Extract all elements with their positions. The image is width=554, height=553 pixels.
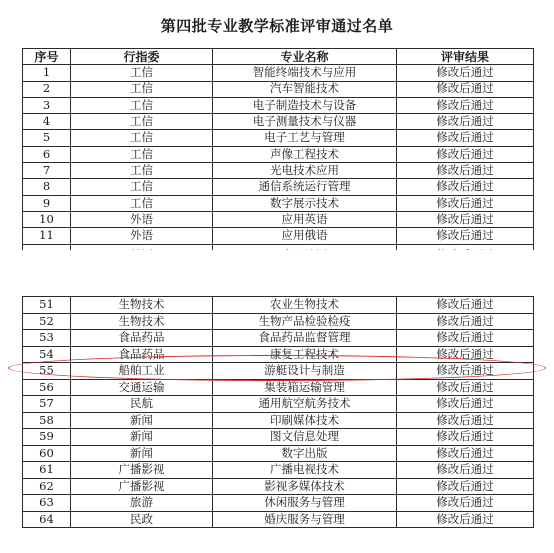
cell-number-text: 5 — [42, 130, 51, 145]
cell-committee-text: 旅游 — [130, 495, 153, 509]
table-row — [23, 330, 534, 347]
cell-number — [23, 211, 71, 227]
cell-result — [397, 495, 534, 512]
cell-number-text: 3 — [42, 97, 51, 112]
table-row — [23, 429, 534, 446]
cell-committee-text: 生物技术 — [118, 313, 165, 328]
cell-major — [213, 412, 397, 429]
cell-result-text: 修改后通过 — [436, 65, 494, 80]
cell-committee-text: 外语 — [130, 228, 153, 243]
results-table-bottom — [22, 296, 534, 528]
cell-major — [213, 130, 397, 146]
cell-result-text: 修改后通过 — [436, 346, 494, 361]
cell-number-text: 51 — [39, 297, 54, 311]
cell-result — [397, 363, 534, 380]
cell-major — [213, 511, 397, 528]
table-row — [23, 346, 534, 363]
table-row — [23, 363, 534, 380]
cell-committee-text: 工信 — [130, 114, 153, 129]
table-row — [23, 379, 534, 396]
cell-number-text: 57 — [39, 396, 54, 410]
cell-number — [23, 228, 71, 244]
table-row — [23, 130, 534, 146]
cell-number — [23, 429, 71, 446]
cell-committee — [71, 363, 213, 380]
cell-committee-text: 交通运输 — [118, 379, 165, 394]
table-row — [23, 146, 534, 162]
cell-committee — [71, 65, 213, 81]
cell-result — [397, 179, 534, 195]
cell-result-text: 修改后通过 — [436, 412, 494, 427]
cell-result — [397, 445, 534, 462]
cell-result-text: 修改后通过 — [436, 495, 494, 509]
cell-committee-text: 民航 — [130, 396, 153, 410]
cell-result — [397, 195, 534, 211]
cell-committee — [71, 146, 213, 162]
cell-number-text: 60 — [39, 445, 54, 460]
cell-major-text: 声像工程技术 — [270, 146, 339, 161]
table-row — [23, 313, 534, 330]
cell-committee — [71, 114, 213, 130]
cell-result-text: 修改后通过 — [436, 330, 494, 344]
cell-result — [397, 412, 534, 429]
cell-number-text: 2 — [42, 81, 51, 96]
cell-committee-text: 民政 — [130, 511, 153, 526]
cell-committee — [71, 445, 213, 462]
cell-committee — [71, 478, 213, 495]
cell-result — [397, 65, 534, 81]
cell-number — [23, 65, 71, 81]
cell-number — [23, 195, 71, 211]
cell-result — [397, 130, 534, 146]
table-row — [23, 445, 534, 462]
cell-committee-text: 生物技术 — [118, 297, 165, 311]
cell-result-text: 修改后通过 — [436, 146, 494, 161]
column-header-number: 序号 — [23, 49, 71, 65]
cell-committee — [71, 297, 213, 314]
cell-number-text: 9 — [42, 195, 51, 210]
cell-result-text: 修改后通过 — [436, 130, 494, 145]
cell-major-text: 应用俄语 — [281, 228, 328, 243]
cell-number-text: 6 — [42, 146, 51, 161]
cell-major-text: 光电技术应用 — [270, 162, 339, 177]
cell-number-text: 62 — [39, 478, 54, 493]
cell-major-text: 休闲服务与管理 — [264, 495, 345, 509]
cell-major — [213, 445, 397, 462]
cell-committee — [71, 330, 213, 347]
cell-result — [397, 478, 534, 495]
cell-number-text: 54 — [39, 346, 54, 361]
cell-number-text: 61 — [39, 462, 54, 476]
cell-result — [397, 379, 534, 396]
cell-major-text: 数字出版 — [281, 445, 328, 460]
cell-major-text: 电子制造技术与设备 — [252, 97, 357, 112]
cell-number — [23, 346, 71, 363]
cell-number — [23, 97, 71, 113]
cell-result-text: 修改后通过 — [436, 162, 494, 177]
cell-committee-text: 船舶工业 — [118, 363, 165, 377]
table-row — [23, 65, 534, 81]
cell-number-text: 4 — [42, 114, 51, 129]
cell-result-text: 修改后通过 — [436, 313, 494, 328]
cell-number — [23, 462, 71, 479]
cell-committee — [71, 412, 213, 429]
cell-result — [397, 146, 534, 162]
cell-committee-text: 新闻 — [130, 412, 153, 427]
cell-result-text: 修改后通过 — [436, 228, 494, 243]
cell-number-text: 8 — [42, 179, 51, 194]
cell-committee-text: 工信 — [130, 162, 153, 177]
table-row — [23, 511, 534, 528]
table-row — [23, 495, 534, 512]
cell-committee — [71, 81, 213, 97]
cell-committee-text: 工信 — [130, 179, 153, 194]
table-row — [23, 211, 534, 227]
cell-major-text: 集装箱运输管理 — [264, 379, 345, 394]
cell-number-text: 11 — [39, 228, 54, 243]
cell-committee-text: 工信 — [130, 146, 153, 161]
cell-number — [23, 379, 71, 396]
cell-major-text: 游艇设计与制造 — [264, 363, 345, 377]
cell-number-text: 59 — [39, 429, 54, 443]
cell-major-text: 智能终端技术与应用 — [252, 65, 357, 80]
cell-major — [213, 363, 397, 380]
cell-committee — [71, 462, 213, 479]
cell-number — [23, 511, 71, 528]
cell-result-text: 修改后通过 — [436, 179, 494, 194]
table-row — [23, 179, 534, 195]
cell-number — [23, 146, 71, 162]
cell-committee-text: 食品药品 — [118, 346, 165, 361]
cell-major — [213, 228, 397, 244]
cell-result-text: 修改后通过 — [436, 396, 494, 410]
cell-major-text: 汽车智能技术 — [270, 81, 339, 96]
cell-result — [397, 511, 534, 528]
cell-result — [397, 462, 534, 479]
cell-number — [23, 179, 71, 195]
cell-major-text: 电子测量技术与仪器 — [252, 114, 357, 129]
cell-major-text: 应用英语 — [281, 211, 328, 226]
cell-result — [397, 114, 534, 130]
table-row — [23, 114, 534, 130]
cell-major — [213, 478, 397, 495]
cell-major — [213, 211, 397, 227]
cell-result-text: 修改后通过 — [436, 81, 494, 96]
cell-major — [213, 429, 397, 446]
table-row — [23, 97, 534, 113]
cell-number — [23, 412, 71, 429]
cell-major-text: 影视多媒体技术 — [264, 478, 345, 493]
cell-result — [397, 313, 534, 330]
cell-major — [213, 114, 397, 130]
cell-committee — [71, 429, 213, 446]
table-row — [23, 412, 534, 429]
cell-number-text: 63 — [39, 495, 54, 509]
cell-major — [213, 313, 397, 330]
cell-committee — [71, 396, 213, 413]
cell-committee-text: 工信 — [130, 65, 153, 80]
cell-major-text: 生物产品检验检疫 — [258, 313, 351, 328]
cell-number — [23, 130, 71, 146]
column-header-result: 评审结果 — [397, 49, 534, 65]
cell-major-text: 广播电视技术 — [270, 462, 339, 476]
cell-number-text: 53 — [39, 330, 54, 344]
cell-major — [213, 346, 397, 363]
cell-number-text: 7 — [42, 162, 51, 177]
cell-major — [213, 495, 397, 512]
cell-number — [23, 81, 71, 97]
cell-major — [213, 146, 397, 162]
cell-committee-text: 工信 — [130, 130, 153, 145]
cell-committee-text: 工信 — [130, 195, 153, 210]
cell-number-text: 10 — [39, 211, 54, 226]
table-row — [23, 163, 534, 179]
cell-result — [397, 330, 534, 347]
cell-committee — [71, 228, 213, 244]
cell-number — [23, 313, 71, 330]
cell-major-text: 康复工程技术 — [270, 346, 339, 361]
cell-number-text: 56 — [39, 379, 54, 394]
cell-major — [213, 81, 397, 97]
cell-number — [23, 363, 71, 380]
cell-number — [23, 445, 71, 462]
cell-result-text: 修改后通过 — [436, 114, 494, 129]
cell-result — [397, 81, 534, 97]
cell-number-text: 1 — [42, 65, 51, 80]
table-row — [23, 478, 534, 495]
cell-result — [397, 97, 534, 113]
table-header-row — [23, 49, 534, 65]
column-header-committee: 行指委 — [71, 49, 213, 65]
cell-result-text: 修改后通过 — [436, 429, 494, 443]
cell-committee — [71, 97, 213, 113]
cell-result-text: 修改后通过 — [436, 195, 494, 210]
column-header-major: 专业名称 — [213, 49, 397, 65]
cell-result-text: 修改后通过 — [436, 478, 494, 493]
cell-major-text: 通用航空航务技术 — [258, 396, 351, 410]
cell-committee — [71, 511, 213, 528]
cell-committee-text: 广播影视 — [118, 462, 165, 476]
cell-result — [397, 228, 534, 244]
cell-major — [213, 379, 397, 396]
cell-major — [213, 163, 397, 179]
cell-result-text: 修改后通过 — [436, 363, 494, 377]
table-row — [23, 228, 534, 244]
cell-result — [397, 211, 534, 227]
cell-committee-text: 工信 — [130, 81, 153, 96]
cell-committee — [71, 163, 213, 179]
cell-result-text: 修改后通过 — [436, 97, 494, 112]
cell-number-text: 55 — [39, 363, 54, 377]
cell-committee — [71, 379, 213, 396]
cell-major — [213, 195, 397, 211]
cell-committee — [71, 179, 213, 195]
cell-result-text: 修改后通过 — [436, 297, 494, 311]
cell-major-text: 电子工艺与管理 — [264, 130, 345, 145]
cell-result-text: 修改后通过 — [436, 379, 494, 394]
results-table-top — [22, 48, 534, 260]
cell-committee-text: 广播影视 — [118, 478, 165, 493]
cell-number — [23, 114, 71, 130]
table-row — [23, 462, 534, 479]
cell-committee — [71, 495, 213, 512]
cell-major — [213, 462, 397, 479]
cell-number-text: 64 — [39, 511, 54, 526]
cell-major-text: 图文信息处理 — [270, 429, 339, 443]
cell-committee — [71, 130, 213, 146]
cell-result — [397, 297, 534, 314]
cell-committee-text: 食品药品 — [118, 330, 165, 344]
cell-major-text: 婚庆服务与管理 — [264, 511, 345, 526]
cell-number-text: 58 — [39, 412, 54, 427]
cell-major-text: 通信系统运行管理 — [258, 179, 351, 194]
cell-major-text: 数字展示技术 — [270, 195, 339, 210]
cell-major — [213, 330, 397, 347]
cell-result-text: 修改后通过 — [436, 511, 494, 526]
cell-committee-text: 外语 — [130, 211, 153, 226]
cell-number — [23, 495, 71, 512]
cell-committee-text: 工信 — [130, 97, 153, 112]
cell-major — [213, 396, 397, 413]
table-row — [23, 396, 534, 413]
cell-major-text: 印刷媒体技术 — [270, 412, 339, 427]
cell-result — [397, 396, 534, 413]
cell-result-text: 修改后通过 — [436, 445, 494, 460]
cell-committee-text: 新闻 — [130, 445, 153, 460]
cell-result-text: 修改后通过 — [436, 462, 494, 476]
cell-committee — [71, 313, 213, 330]
cell-major-text: 农业生物技术 — [270, 297, 339, 311]
cell-result-text: 修改后通过 — [436, 211, 494, 226]
cell-major-text: 食品药品监督管理 — [258, 330, 351, 344]
page-gap — [0, 250, 554, 296]
cell-committee-text: 新闻 — [130, 429, 153, 443]
cell-major — [213, 179, 397, 195]
cell-committee — [71, 211, 213, 227]
cell-major — [213, 97, 397, 113]
table-row — [23, 297, 534, 314]
cell-committee — [71, 195, 213, 211]
cell-number — [23, 330, 71, 347]
cell-major — [213, 297, 397, 314]
document-title: 第四批专业教学标准评审通过名单 — [160, 17, 394, 35]
cell-committee — [71, 346, 213, 363]
table-row — [23, 81, 534, 97]
cell-number — [23, 163, 71, 179]
cell-result — [397, 429, 534, 446]
cell-number — [23, 297, 71, 314]
cell-number — [23, 478, 71, 495]
cell-result — [397, 346, 534, 363]
cell-result — [397, 163, 534, 179]
cell-number — [23, 396, 71, 413]
cell-number-text: 52 — [39, 313, 54, 328]
table-row — [23, 195, 534, 211]
cell-major — [213, 65, 397, 81]
